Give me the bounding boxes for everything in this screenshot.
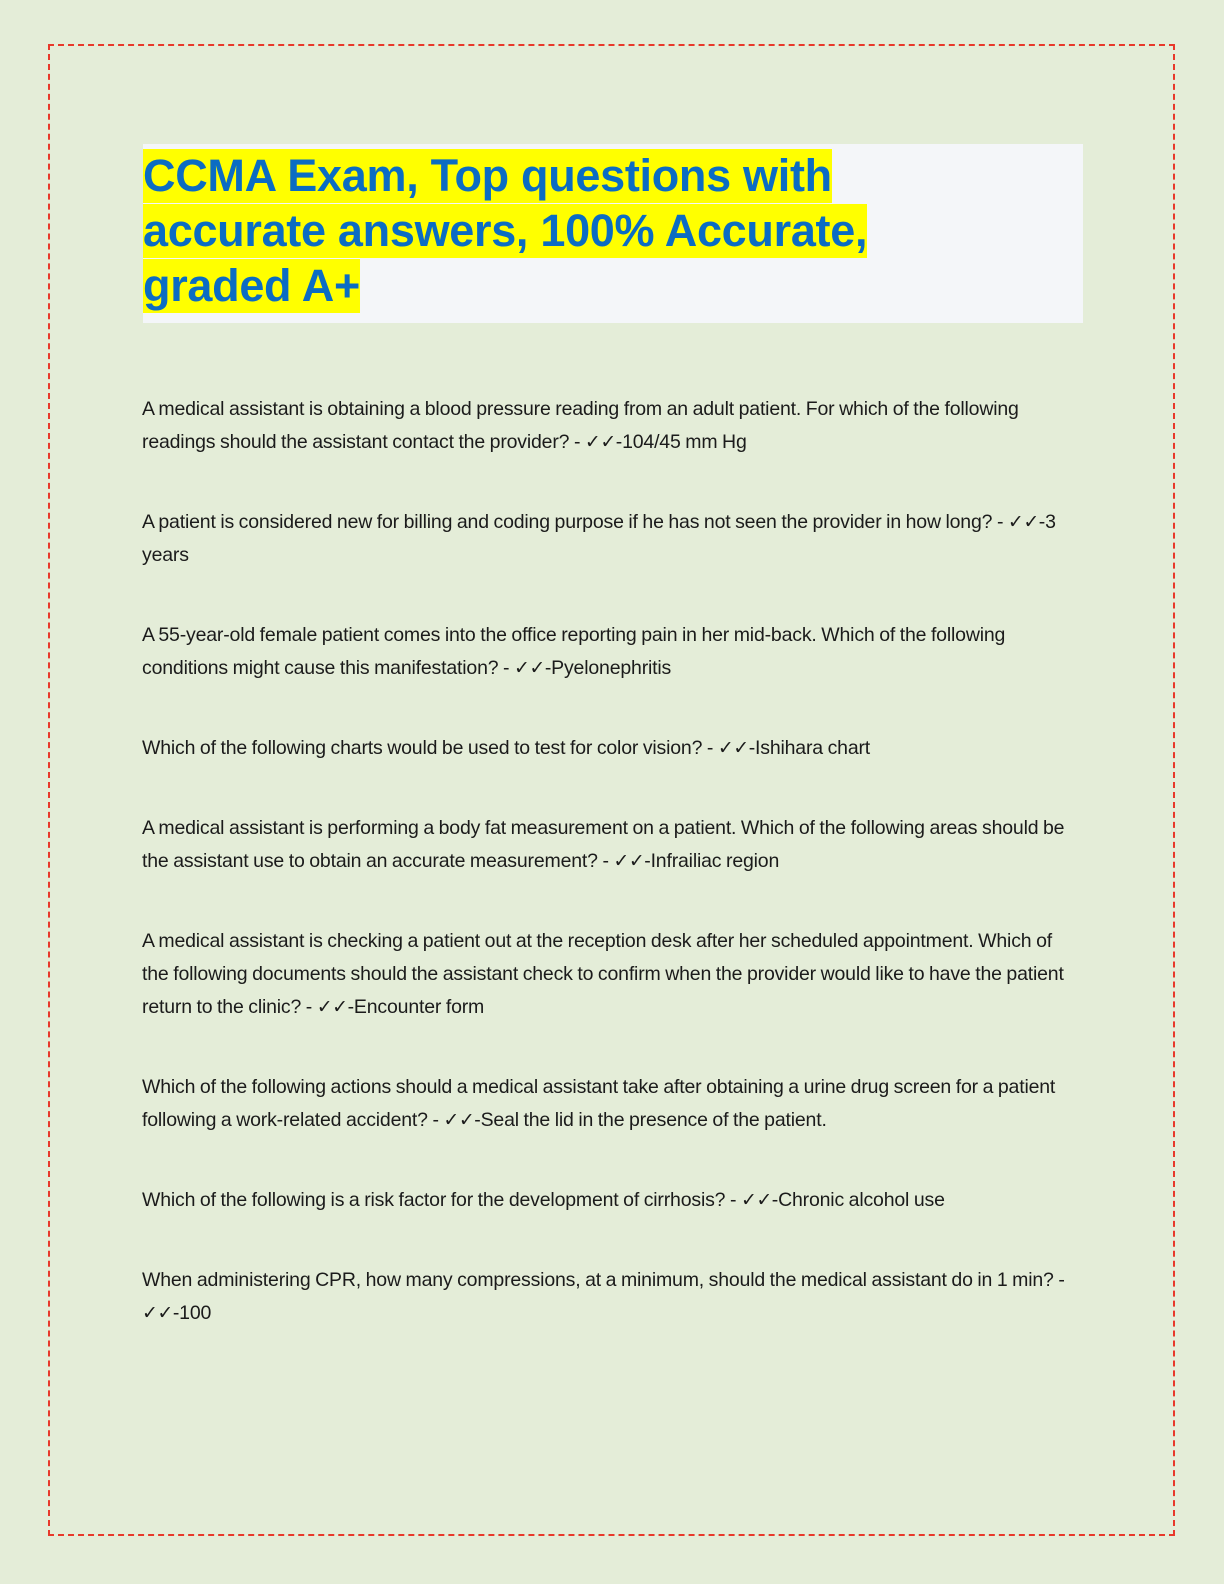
qa-answer: -Seal the lid in the presence of the patient.: [474, 1109, 827, 1131]
qa-question: When administering CPR, how many compressions, at a minimum, should the medical assistant do in 1 min? -: [142, 1269, 1065, 1291]
qa-answer: -Encounter form: [347, 996, 485, 1018]
qa-item: [142, 506, 1082, 572]
page-title: [143, 144, 903, 323]
qa-question: Which of the following charts would be used to test for color vision? -: [142, 737, 718, 759]
qa-answer: -Ishihara chart: [748, 737, 871, 759]
qa-question: A medical assistant is obtaining a blood pressure reading from an adult patient. For which of the following readings should the assistant contact the provider? -: [142, 398, 1019, 453]
qa-list: [142, 393, 1082, 1330]
answer-check-icon: ✓✓: [740, 1189, 772, 1211]
qa-answer: -104/45 mm Hg: [615, 431, 747, 453]
page-title-line-1: CCMA Exam, Top questions with: [143, 150, 832, 201]
answer-check-icon: ✓✓: [316, 996, 348, 1018]
qa-item: [142, 619, 1082, 685]
answer-check-icon: ✓✓: [142, 1302, 173, 1324]
qa-item: [142, 1264, 1082, 1330]
page-title-line-2: accurate answers, 100% Accurate,: [143, 205, 868, 256]
answer-check-icon: ✓✓: [584, 431, 616, 453]
qa-item: [142, 925, 1082, 1024]
qa-item: [142, 1184, 1082, 1217]
answer-check-icon: ✓✓: [1007, 511, 1039, 533]
qa-answer: -Chronic alcohol use: [771, 1189, 945, 1211]
qa-question: Which of the following actions should a medical assistant take after obtaining a urine drug screen for a patient following a work-related accident? -: [142, 1076, 1056, 1131]
answer-check-icon: ✓✓: [514, 657, 545, 679]
page-title-line-3: graded A+: [143, 260, 360, 311]
qa-item: [142, 812, 1082, 878]
qa-answer: -3 years: [142, 511, 1056, 566]
answer-check-icon: ✓✓: [717, 737, 749, 759]
qa-question: Which of the following is a risk factor for the development of cirrhosis? -: [142, 1189, 741, 1211]
qa-question: A medical assistant is performing a body fat measurement on a patient. Which of the following areas should be the assistant use to obtain an accurate measurement? -: [142, 817, 1065, 872]
qa-answer: -Infrailiac region: [644, 850, 780, 872]
qa-item: [142, 393, 1082, 459]
answer-check-icon: ✓✓: [443, 1109, 475, 1131]
qa-item: [142, 732, 1082, 765]
title-block: [143, 144, 1083, 323]
qa-answer: -100: [172, 1302, 212, 1324]
qa-question: A 55-year-old female patient comes into the office reporting pain in her mid-back. Which of the following conditions might cause this manifestation? -: [142, 624, 1006, 679]
qa-item: [142, 1071, 1082, 1137]
qa-answer: -Pyelonephritis: [544, 657, 672, 679]
qa-question: A patient is considered new for billing and coding purpose if he has not seen the provider in how long? -: [142, 511, 1008, 533]
answer-check-icon: ✓✓: [613, 850, 645, 872]
qa-question: A medical assistant is checking a patient out at the reception desk after her scheduled appointment. Which of the following documents should the assistant check to confirm when the provider would like to have the patient return to the clinic? -: [142, 930, 1064, 1018]
